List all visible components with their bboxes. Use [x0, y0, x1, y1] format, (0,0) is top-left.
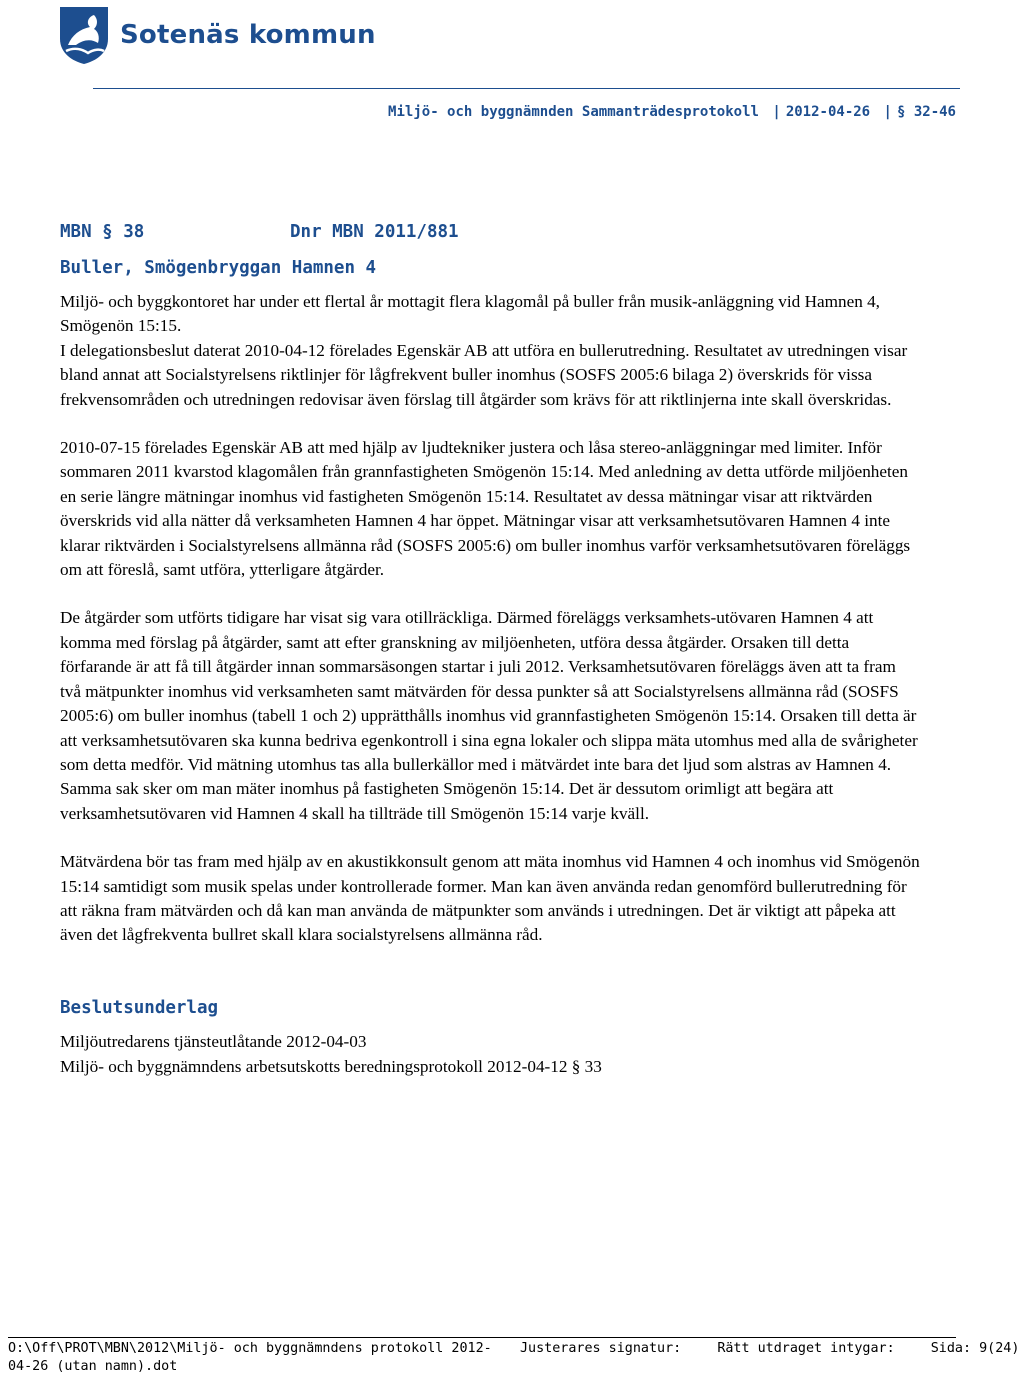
section-heading-beslutsunderlag: Beslutsunderlag	[60, 997, 219, 1018]
footer-page-number: Sida: 9(24)	[930, 1341, 1019, 1356]
paragraph: De åtgärder som utförts tidigare har visat sig vara otillräckliga. Därmed föreläggs verksamhets-utövaren Hamnen 4 att komma med förslag på åtgärder, samt att efter granskning av miljöenheten, utföra dessa åtgärder. Orsaken till detta förfarande är att få till åtgärder innan sommarsäsongen startar i juli 2012. Verksamhetsutövaren föreläggs även att ta fram två mätpunkter inomhus vid verksamheten samt mätvärden för dessa punkter så att Socialstyrelsens allmänna råd (SOSFS 2005:6) om buller inomhus (tabell 1 och 2) upprätthålls inomhus vid grannfastigheten Smögenön 15:14. Orsaken till detta är att verksamhetsutövaren ska kunna bedriva egenkontroll i sina egna lokaler och slippa mäta utomhus med alla de svårigheter som detta medför. Vid mätning utomhus tas alla bullerkällor med i mätvärdet inte bara det ljud som alstras av Hamnen 4. Samma sak sker om man mäter inomhus på fastigheten Smögenön 15:14. Det är dessutom orimligt att begära att verksamhetsutövaren vid Hamnen 4 skall ha tillträde till Smögenön 15:14 varje kväll.	[60, 608, 918, 823]
logo	[58, 4, 376, 66]
document-body	[60, 290, 920, 1079]
brand-name: Sotenäs kommun	[120, 20, 376, 50]
item-dnr: Dnr MBN 2011/881	[290, 222, 459, 242]
header-separator: |	[772, 104, 781, 120]
header-separator: |	[883, 104, 892, 120]
beslutsunderlag-item: Miljöutredarens tjänsteutlåtande 2012-04-03	[60, 1032, 367, 1052]
footer-divider	[8, 1337, 956, 1338]
footer-intygar: Rätt utdraget intygar:	[717, 1341, 895, 1356]
header-paragraph: § 32-46	[896, 104, 956, 120]
header-board: Miljö- och byggnämnden	[388, 104, 574, 120]
item-number: MBN § 38	[60, 222, 145, 242]
item-title-row	[60, 222, 459, 242]
header-divider	[93, 88, 960, 89]
paragraph: 2010-07-15 förelades Egenskär AB att med hjälp av ljudtekniker justera och låsa stereo-anläggningar med limiter. Inför sommaren 2011 kvarstod klagomålen från grannfastigheten Smögenön 15:14. Med anledning av detta utförde miljöenheten en serie längre mätningar inomhus vid fastigheten Smögenön 15:14. Resultatet av dessa mätningar visar att riktvärden överskrids vid alla nätter då verksamheten Hamnen 4 har öppet. Mätningar visar att verksamhetsutövaren Hamnen 4 inte klarar riktvärden i Socialstyrelsens allmänna råd (SOSFS 2005:6) om buller inomhus varför verksamhetsutövaren föreläggs om att föreslå, samt utföra, ytterligare åtgärder.	[60, 438, 911, 580]
paragraph: Mätvärdena bör tas fram med hjälp av en akustikkonsult genom att mäta inomhus vid Hamnen 4 och inomhus vid Smögenön 15:14 samtidigt som musik spelas under kontrollerade former. Man kan även använda redan genomförd bullerutredning för att räkna fram mätvärden och då kan man använda de mätpunkter som används i utredningen. Det är viktigt att påpeka att även det lågfrekventa bullret skall klara socialstyrelsens allmänna råd.	[60, 852, 920, 945]
paragraph: I delegationsbeslut daterat 2010-04-12 förelades Egenskär AB att utföra en bullerutredning. Resultatet av utredningen visar bland annat att Socialstyrelsens riktlinjer för lågfrekvent buller inomhus (SOSFS 2005:6 bilaga 2) överskrids för vissa frekvensområden och utredningen redovisar även förslag till åtgärder som krävs för att riktlinjerna inte skall överskridas.	[60, 340, 908, 409]
footer-file-path: O:\Off\PROT\MBN\2012\Miljö- och byggnämndens protokoll 2012-04-26 (utan namn).dot	[8, 1341, 492, 1374]
item-subject: Buller, Smögenbryggan Hamnen 4	[60, 258, 377, 278]
document-header	[388, 104, 956, 120]
header-date: 2012-04-26	[785, 104, 871, 120]
beslutsunderlag-item: Miljö- och byggnämndens arbetsutskotts beredningsprotokoll 2012-04-12 § 33	[60, 1056, 602, 1076]
municipal-shield-icon	[58, 5, 110, 65]
footer-signature-fields	[520, 1340, 1019, 1358]
header-doc-type: Sammanträdesprotokoll	[581, 104, 759, 120]
footer-justeras: Justerares signatur:	[520, 1341, 682, 1356]
paragraph: Miljö- och byggkontoret har under ett flertal år mottagit flera klagomål på buller från musik-anläggning vid Hamnen 4, Smögenön 15:15.	[60, 292, 880, 336]
